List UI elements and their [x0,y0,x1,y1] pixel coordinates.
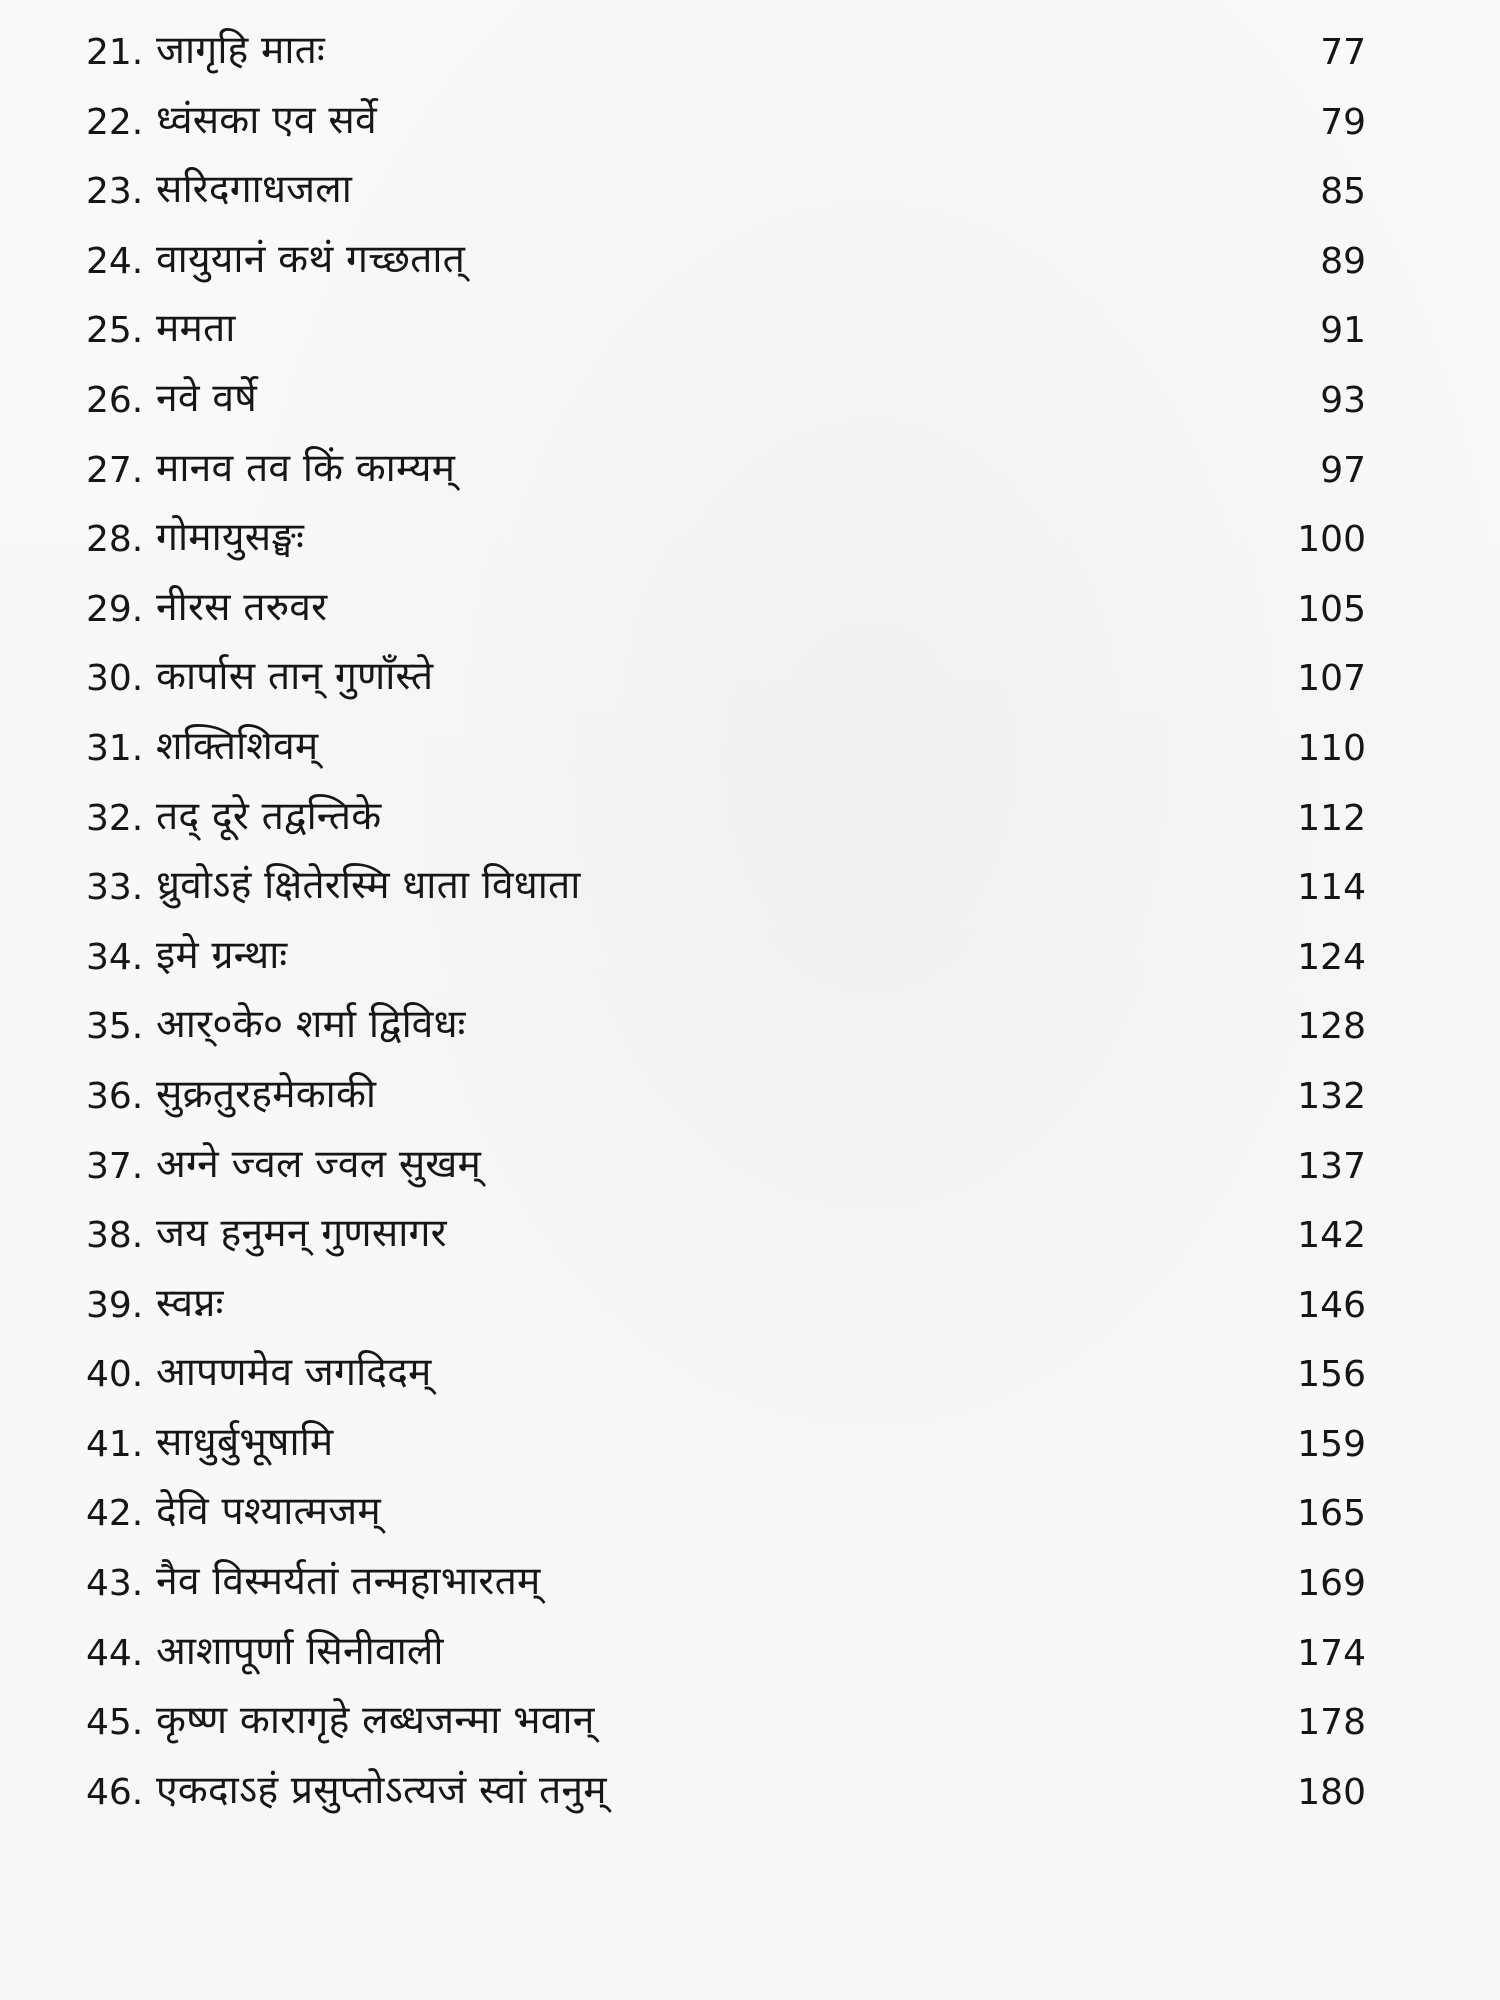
toc-entry [0,88,1500,158]
entry-number: 46. [86,1771,144,1813]
entry-title: आर्०के० शर्मा द्विविधः [156,1002,466,1048]
toc-entry [0,366,1500,436]
toc-entry [0,157,1500,227]
entry-title: नवे वर्षे [156,375,257,421]
entry-page-number: 180 [1297,1771,1366,1813]
entry-number: 42. [86,1493,144,1535]
entry-page-number: 159 [1297,1423,1366,1465]
entry-page-number: 137 [1297,1145,1366,1187]
entry-number: 40. [86,1354,144,1396]
entry-page-number: 79 [1320,101,1366,143]
entry-page-number: 89 [1320,240,1366,282]
entry-number: 34. [86,936,144,978]
entry-number: 23. [86,171,144,213]
entry-title: साधुर्बुभूषामि [156,1419,334,1465]
entry-page-number: 114 [1297,867,1366,909]
entry-number: 39. [86,1284,144,1326]
entry-number: 36. [86,1075,144,1117]
entry-page-number: 100 [1297,519,1366,561]
toc-entry [0,1271,1500,1341]
entry-page-number: 93 [1320,379,1366,421]
entry-page-number: 85 [1320,171,1366,213]
entry-title: एकदाऽहं प्रसुप्तोऽत्यजं स्वां तनुम् [156,1767,607,1813]
entry-title: नीरस तरुवर [156,584,328,630]
entry-page-number: 128 [1297,1006,1366,1048]
toc-entry [0,575,1500,645]
entry-title: वायुयानं कथं गच्छतात् [156,236,466,282]
entry-title: आशापूर्णा सिनीवाली [156,1628,444,1674]
entry-page-number: 105 [1297,588,1366,630]
toc-entry [0,992,1500,1062]
table-of-contents [0,18,1500,1827]
toc-entry [0,1688,1500,1758]
toc-entry [0,644,1500,714]
entry-number: 31. [86,727,144,769]
entry-page-number: 124 [1297,936,1366,978]
entry-page-number: 142 [1297,1215,1366,1257]
entry-title: आपणमेव जगदिदम् [156,1350,432,1396]
entry-title: सुक्रतुरहमेकाकी [156,1071,377,1117]
toc-entry [0,1062,1500,1132]
entry-page-number: 77 [1320,32,1366,73]
entry-number: 38. [86,1215,144,1257]
toc-entry [0,18,1500,88]
entry-number: 28. [86,519,144,561]
entry-number: 44. [86,1632,144,1674]
entry-title: कृष्ण कारागृहे लब्धजन्मा भवान् [156,1698,595,1744]
entry-page-number: 107 [1297,658,1366,700]
entry-number: 41. [86,1423,144,1465]
entry-number: 29. [86,588,144,630]
entry-number: 30. [86,658,144,700]
entry-page-number: 91 [1320,310,1366,352]
entry-title: सरिदगाधजला [156,167,353,213]
entry-title: तद् दूरे तद्वन्तिके [156,793,382,839]
entry-number: 27. [86,449,144,491]
entry-page-number: 165 [1297,1493,1366,1535]
entry-page-number: 112 [1297,797,1366,839]
entry-number: 22. [86,101,144,143]
entry-number: 32. [86,797,144,839]
toc-entry [0,784,1500,854]
toc-entry [0,1549,1500,1619]
toc-entry [0,296,1500,366]
entry-page-number: 132 [1297,1075,1366,1117]
toc-entry [0,1340,1500,1410]
entry-title: अग्ने ज्वल ज्वल सुखम् [156,1141,482,1187]
entry-title: शक्तिशिवम् [156,723,319,769]
entry-number: 25. [86,310,144,352]
entry-title: स्वप्नः [156,1280,224,1326]
entry-title: नैव विस्मर्यतां तन्महाभारतम् [156,1559,541,1605]
entry-page-number: 110 [1297,727,1366,769]
entry-number: 24. [86,240,144,282]
toc-entry [0,1201,1500,1271]
entry-title: ध्वंसका एव सर्वे [156,97,377,143]
toc-entry [0,923,1500,993]
entry-page-number: 174 [1297,1632,1366,1674]
entry-title: ध्रुवोऽहं क्षितेरस्मि धाता विधाता [156,863,581,909]
entry-title: गोमायुसङ्घः [156,515,305,561]
entry-number: 33. [86,867,144,909]
toc-entry [0,505,1500,575]
entry-title: ममता [156,306,236,352]
entry-page-number: 146 [1297,1284,1366,1326]
entry-number: 37. [86,1145,144,1187]
entry-title: कार्पास तान् गुणाँस्ते [156,654,434,700]
entry-number: 26. [86,379,144,421]
entry-number: 45. [86,1702,144,1744]
toc-entry [0,436,1500,506]
entry-number: 35. [86,1006,144,1048]
toc-entry [0,227,1500,297]
toc-entry [0,853,1500,923]
toc-entry [0,1758,1500,1828]
entry-page-number: 97 [1320,449,1366,491]
toc-entry [0,1479,1500,1549]
entry-title: जागृहि मातः [156,28,325,73]
toc-entry [0,714,1500,784]
entry-number: 21. [86,32,144,73]
entry-page-number: 178 [1297,1702,1366,1744]
entry-title: मानव तव किं काम्यम् [156,445,456,491]
entry-number: 43. [86,1563,144,1605]
toc-entry [0,1410,1500,1480]
entry-title: देवि पश्यात्मजम् [156,1489,381,1535]
entry-page-number: 156 [1297,1354,1366,1396]
entry-title: जय हनुमन् गुणसागर [156,1211,447,1257]
toc-entry [0,1619,1500,1689]
entry-title: इमे ग्रन्थाः [156,932,288,978]
toc-entry [0,1132,1500,1202]
entry-page-number: 169 [1297,1563,1366,1605]
